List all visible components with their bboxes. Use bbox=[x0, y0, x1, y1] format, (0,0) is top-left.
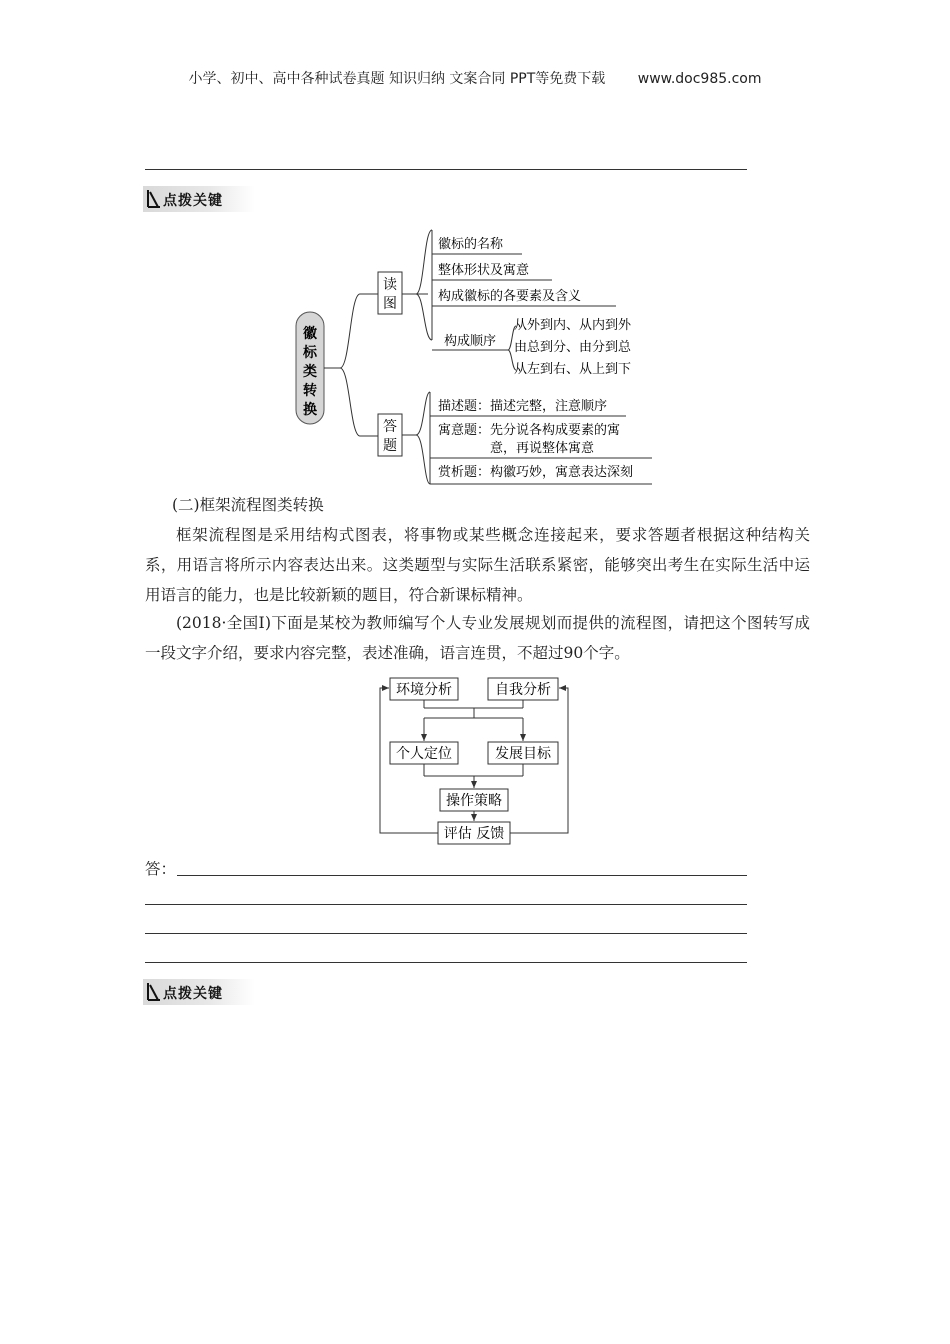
mindmap-root-char: 徽 bbox=[303, 326, 317, 342]
mindmap-root-char: 类 bbox=[303, 364, 317, 380]
flow-box-label: 操作策略 bbox=[446, 793, 502, 809]
mindmap-item: 构成徽标的各要素及含义 bbox=[438, 289, 582, 304]
intro-paragraph: 框架流程图是采用结构式图表，将事物或某些概念连接起来，要求答题者根据这种结构关系，用语言将所示内容表达出来。这类题型与实际生活联系紧密，能够突出考生在实际生活中运用语言的能力，也是比较新颖的题目，符合新课标精神。 bbox=[145, 526, 810, 604]
tip-label: 点拨关键 bbox=[163, 986, 223, 1002]
answer-label: 答： bbox=[145, 860, 177, 878]
mindmap-root-char: 标 bbox=[303, 345, 317, 361]
mindmap-answer-item: 描述题：描述完整，注意顺序 bbox=[438, 399, 608, 414]
branch-read-char: 读 bbox=[383, 277, 397, 293]
mindmap-order-item: 从左到右、从上到下 bbox=[514, 362, 632, 377]
mindmap-order-item: 从外到内、从内到外 bbox=[514, 318, 632, 333]
mindmap-item: 徽标的名称 bbox=[438, 237, 504, 252]
answer-line[interactable] bbox=[145, 962, 747, 963]
header-text: 小学、初中、高中各种试卷真题 知识归纳 文案合同 PPT等免费下载 bbox=[188, 71, 606, 87]
slash-mark-icon bbox=[146, 982, 162, 1002]
branch-answer-char: 答 bbox=[383, 419, 397, 435]
branch-answer-char: 题 bbox=[383, 438, 397, 454]
mindmap-order-item: 由总到分、由分到总 bbox=[514, 340, 632, 355]
header-site: www.doc985.com bbox=[637, 71, 762, 87]
logo-conversion-mindmap bbox=[290, 222, 670, 490]
mindmap-root-char: 转 bbox=[303, 383, 317, 399]
flow-box-label: 环境分析 bbox=[396, 682, 452, 698]
mindmap-answer-item: 赏析题：构徽巧妙，寓意表达深刻 bbox=[438, 465, 634, 480]
mindmap-answer-item: 寓意题：先分说各构成要素的寓 bbox=[438, 423, 621, 438]
answer-line[interactable] bbox=[145, 933, 747, 934]
section-title: (二)框架流程图类转换 bbox=[172, 496, 324, 514]
answer-line[interactable] bbox=[177, 875, 747, 876]
page-header bbox=[0, 68, 950, 88]
question-paragraph: (2018·全国Ⅰ)下面是某校为教师编写个人专业发展规划而提供的流程图，请把这个图转写成一段文字介绍，要求内容完整，表述准确，语言连贯，不超过90个字。 bbox=[145, 614, 810, 662]
mindmap-item: 整体形状及寓意 bbox=[438, 263, 530, 278]
tip-badge bbox=[143, 979, 255, 1005]
mindmap-answer-item: 意，再说整体寓意 bbox=[490, 441, 595, 456]
mindmap-root-char: 换 bbox=[303, 402, 317, 418]
teacher-development-flowchart bbox=[372, 672, 578, 846]
answer-line[interactable] bbox=[145, 904, 747, 905]
tip-label: 点拨关键 bbox=[163, 193, 223, 209]
flow-box-label: 评估 反馈 bbox=[443, 826, 505, 842]
flow-box-label: 个人定位 bbox=[396, 746, 452, 762]
answer-line bbox=[145, 169, 747, 170]
slash-mark-icon bbox=[146, 189, 162, 209]
flow-box-label: 发展目标 bbox=[495, 746, 551, 762]
branch-read-char: 图 bbox=[383, 296, 397, 312]
tip-badge bbox=[143, 186, 255, 212]
mindmap-item: 构成顺序 bbox=[444, 334, 497, 349]
flow-box-label: 自我分析 bbox=[495, 682, 551, 698]
